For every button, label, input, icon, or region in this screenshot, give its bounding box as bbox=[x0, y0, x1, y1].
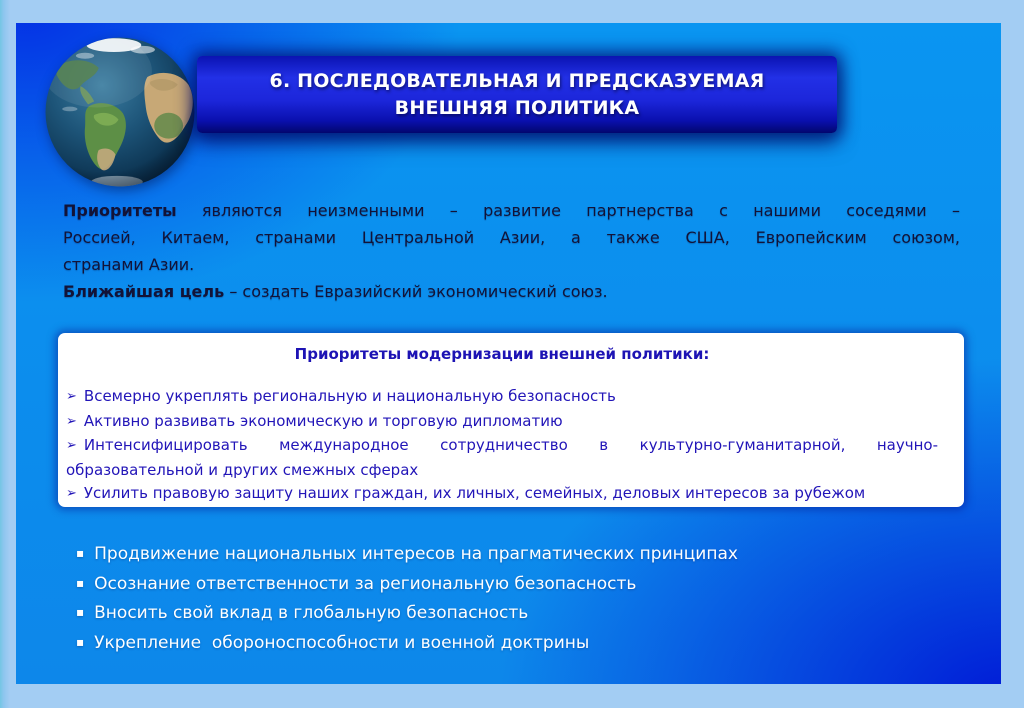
priorities-item-3 bbox=[66, 434, 938, 482]
slide-title-line-1: 6. ПОСЛЕДОВАТЕЛЬНАЯ И ПРЕДСКАЗУЕМАЯ bbox=[269, 69, 765, 92]
intro-line-2: Россией, Китаем, странами Центральной Азии, а также США, Европейским союзом, bbox=[63, 228, 960, 247]
priorities-item-2-text: Активно развивать экономическую и торговую дипломатию bbox=[83, 411, 563, 430]
intro-line-4 bbox=[63, 278, 960, 305]
principles-item-4 bbox=[76, 629, 956, 659]
earth-globe-image bbox=[44, 36, 196, 188]
square-bullet-icon: ▪ bbox=[76, 605, 85, 620]
priorities-box bbox=[58, 333, 964, 507]
principles-item-1-text: Продвижение национальных интересов на прагматических принципах bbox=[94, 544, 738, 564]
principles-item-1 bbox=[76, 540, 956, 570]
priorities-item-3-line-2: образовательной и других смежных сферах bbox=[66, 460, 419, 479]
intro-line-1-text: являются неизменными – развитие партнерства с нашими соседями – bbox=[176, 201, 960, 220]
title-banner bbox=[197, 56, 837, 133]
intro-line-1 bbox=[63, 197, 960, 224]
priorities-item-3-line-1 bbox=[66, 434, 938, 459]
intro-lead-nearest-goal: Ближайшая цель bbox=[63, 282, 225, 301]
arrow-bullet-icon: ➢ bbox=[66, 486, 77, 502]
principles-item-3 bbox=[76, 599, 956, 629]
principles-item-4-text: Укрепление обороноспособности и военной доктрины bbox=[94, 632, 590, 653]
arrow-bullet-icon: ➢ bbox=[66, 389, 77, 404]
priorities-item-3-text-1: Интенсифицировать международное сотрудничество в культурно-гуманитарной, научно- bbox=[83, 436, 938, 455]
priorities-item-2 bbox=[66, 410, 938, 435]
slide-background bbox=[16, 23, 1001, 684]
priorities-item-1 bbox=[66, 385, 938, 410]
priorities-item-4-text: Усилить правовую защиту наших граждан, их личных, семейных, деловых интересов за рубежом bbox=[83, 484, 866, 503]
principles-item-3-text: Вносить свой вклад в глобальную безопасность bbox=[94, 603, 529, 624]
square-bullet-icon: ▪ bbox=[76, 575, 85, 590]
intro-paragraph bbox=[63, 197, 960, 305]
square-bullet-icon: ▪ bbox=[76, 546, 85, 560]
square-bullet-icon: ▪ bbox=[76, 634, 85, 649]
intro-line-4-text: – создать Евразийский экономический союз. bbox=[224, 282, 608, 301]
priorities-item-1-text: Всемерно укреплять региональную и национальную безопасность bbox=[83, 387, 616, 405]
principles-list bbox=[76, 540, 956, 658]
intro-lead-priorities: Приоритеты bbox=[63, 201, 177, 220]
slide-title-line-2: ВНЕШНЯЯ ПОЛИТИКА bbox=[394, 96, 640, 119]
arrow-bullet-icon: ➢ bbox=[66, 413, 77, 429]
principles-item-2-text: Осознание ответственности за региональную безопасность bbox=[94, 573, 637, 594]
principles-item-2 bbox=[76, 570, 956, 600]
arrow-bullet-icon: ➢ bbox=[66, 438, 77, 454]
intro-line-3: странами Азии. bbox=[63, 255, 195, 274]
priorities-item-4 bbox=[66, 482, 938, 507]
priorities-box-heading: Приоритеты модернизации внешней политики: bbox=[294, 345, 710, 363]
earth-globe-icon bbox=[44, 36, 196, 188]
